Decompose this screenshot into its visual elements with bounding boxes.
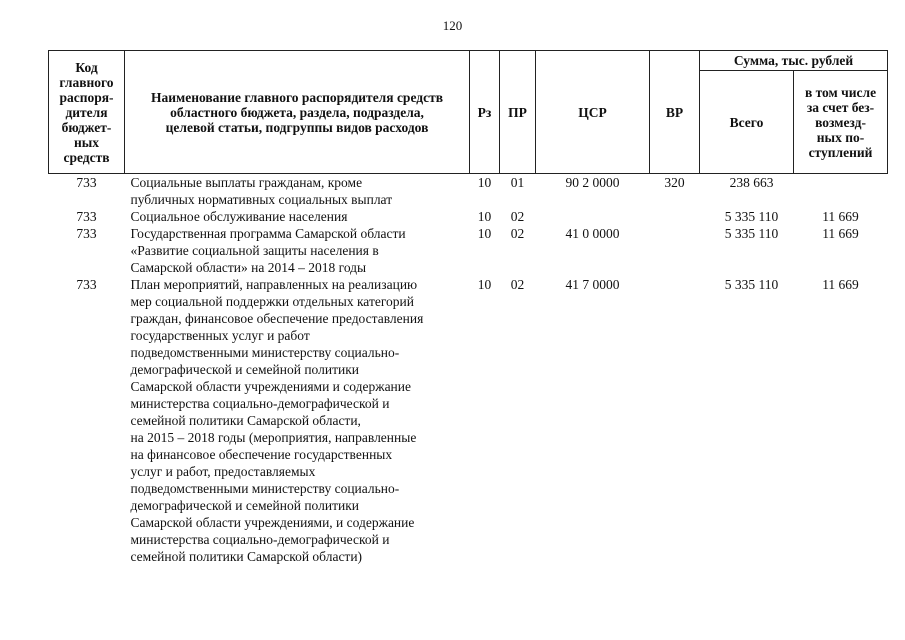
cell-pr: 02 xyxy=(510,209,525,224)
cell-code: 733 xyxy=(76,277,97,292)
cell-total: 5 335 110 xyxy=(724,277,779,292)
table-row xyxy=(49,225,888,276)
cell-vr xyxy=(650,225,700,276)
cell-pr: 02 xyxy=(510,277,525,292)
cell-name: Социальные выплаты гражданам, кроме публичных нормативных социальных выплат xyxy=(130,175,393,207)
cell-csr: 41 7 0000 xyxy=(565,277,620,292)
cell-rz: 10 xyxy=(477,209,492,224)
cell-grants xyxy=(794,174,888,209)
header-rz: Рз xyxy=(470,51,500,174)
cell-pr: 01 xyxy=(510,175,525,190)
cell-vr: 320 xyxy=(664,175,685,190)
header-pr: ПР xyxy=(500,51,536,174)
cell-grants: 11 669 xyxy=(822,277,859,292)
cell-code: 733 xyxy=(76,209,97,224)
budget-table xyxy=(48,50,888,565)
cell-name: Государственная программа Самарской области «Развитие социальной защиты населения в Самарской области» на 2014 – 2018 годы xyxy=(130,226,406,275)
cell-code: 733 xyxy=(76,226,97,241)
table-row xyxy=(49,276,888,565)
cell-name: План мероприятий, направленных на реализацию мер социальной поддержки отдельных категорий граждан, финансовое обеспечение предоставления государственных услуг и работ подведомственными министерству социально- демографической и семейной политики Самарской области учреждениями и содержание министерства социально-демографической и семейной политики Самарской области, на 2015 – 2018 годы (мероприятия, направленные на финансовое обеспечение государственных услуг и работ, предоставляемых подведомственными министерству социально- демографической и семейной политики Самарской области учреждениями, и содержание министерства социально-демографической и семейной политики Самарской области) xyxy=(130,277,424,564)
cell-grants: 11 669 xyxy=(822,226,859,241)
table-row xyxy=(49,174,888,209)
cell-grants: 11 669 xyxy=(822,209,859,224)
header-total: Всего xyxy=(700,71,794,174)
cell-csr: 90 2 0000 xyxy=(565,175,620,190)
header-grants: в том числе за счет без- возмезд- ных по- ступлений xyxy=(794,71,888,174)
cell-code: 733 xyxy=(76,175,97,190)
cell-rz: 10 xyxy=(477,175,492,190)
page-number: 120 xyxy=(442,18,463,33)
cell-vr xyxy=(650,276,700,565)
cell-pr: 02 xyxy=(510,226,525,241)
cell-vr xyxy=(650,208,700,225)
cell-rz: 10 xyxy=(477,226,492,241)
header-vr: ВР xyxy=(650,51,700,174)
header-sum: Сумма, тыс. рублей xyxy=(700,51,888,71)
cell-csr: 41 0 0000 xyxy=(565,226,620,241)
header-name: Наименование главного распорядителя средств областного бюджета, раздела, подраздела, целевой статьи, подгруппы видов расходов xyxy=(125,51,470,174)
cell-name: Социальное обслуживание населения xyxy=(130,209,348,224)
header-code: Код главного распоря- дителя бюджет- ных средств xyxy=(49,51,125,174)
table-row xyxy=(49,208,888,225)
cell-rz: 10 xyxy=(477,277,492,292)
cell-total: 5 335 110 xyxy=(724,226,779,241)
cell-csr xyxy=(536,208,650,225)
cell-total: 238 663 xyxy=(729,175,774,190)
header-csr: ЦСР xyxy=(536,51,650,174)
cell-total: 5 335 110 xyxy=(724,209,779,224)
